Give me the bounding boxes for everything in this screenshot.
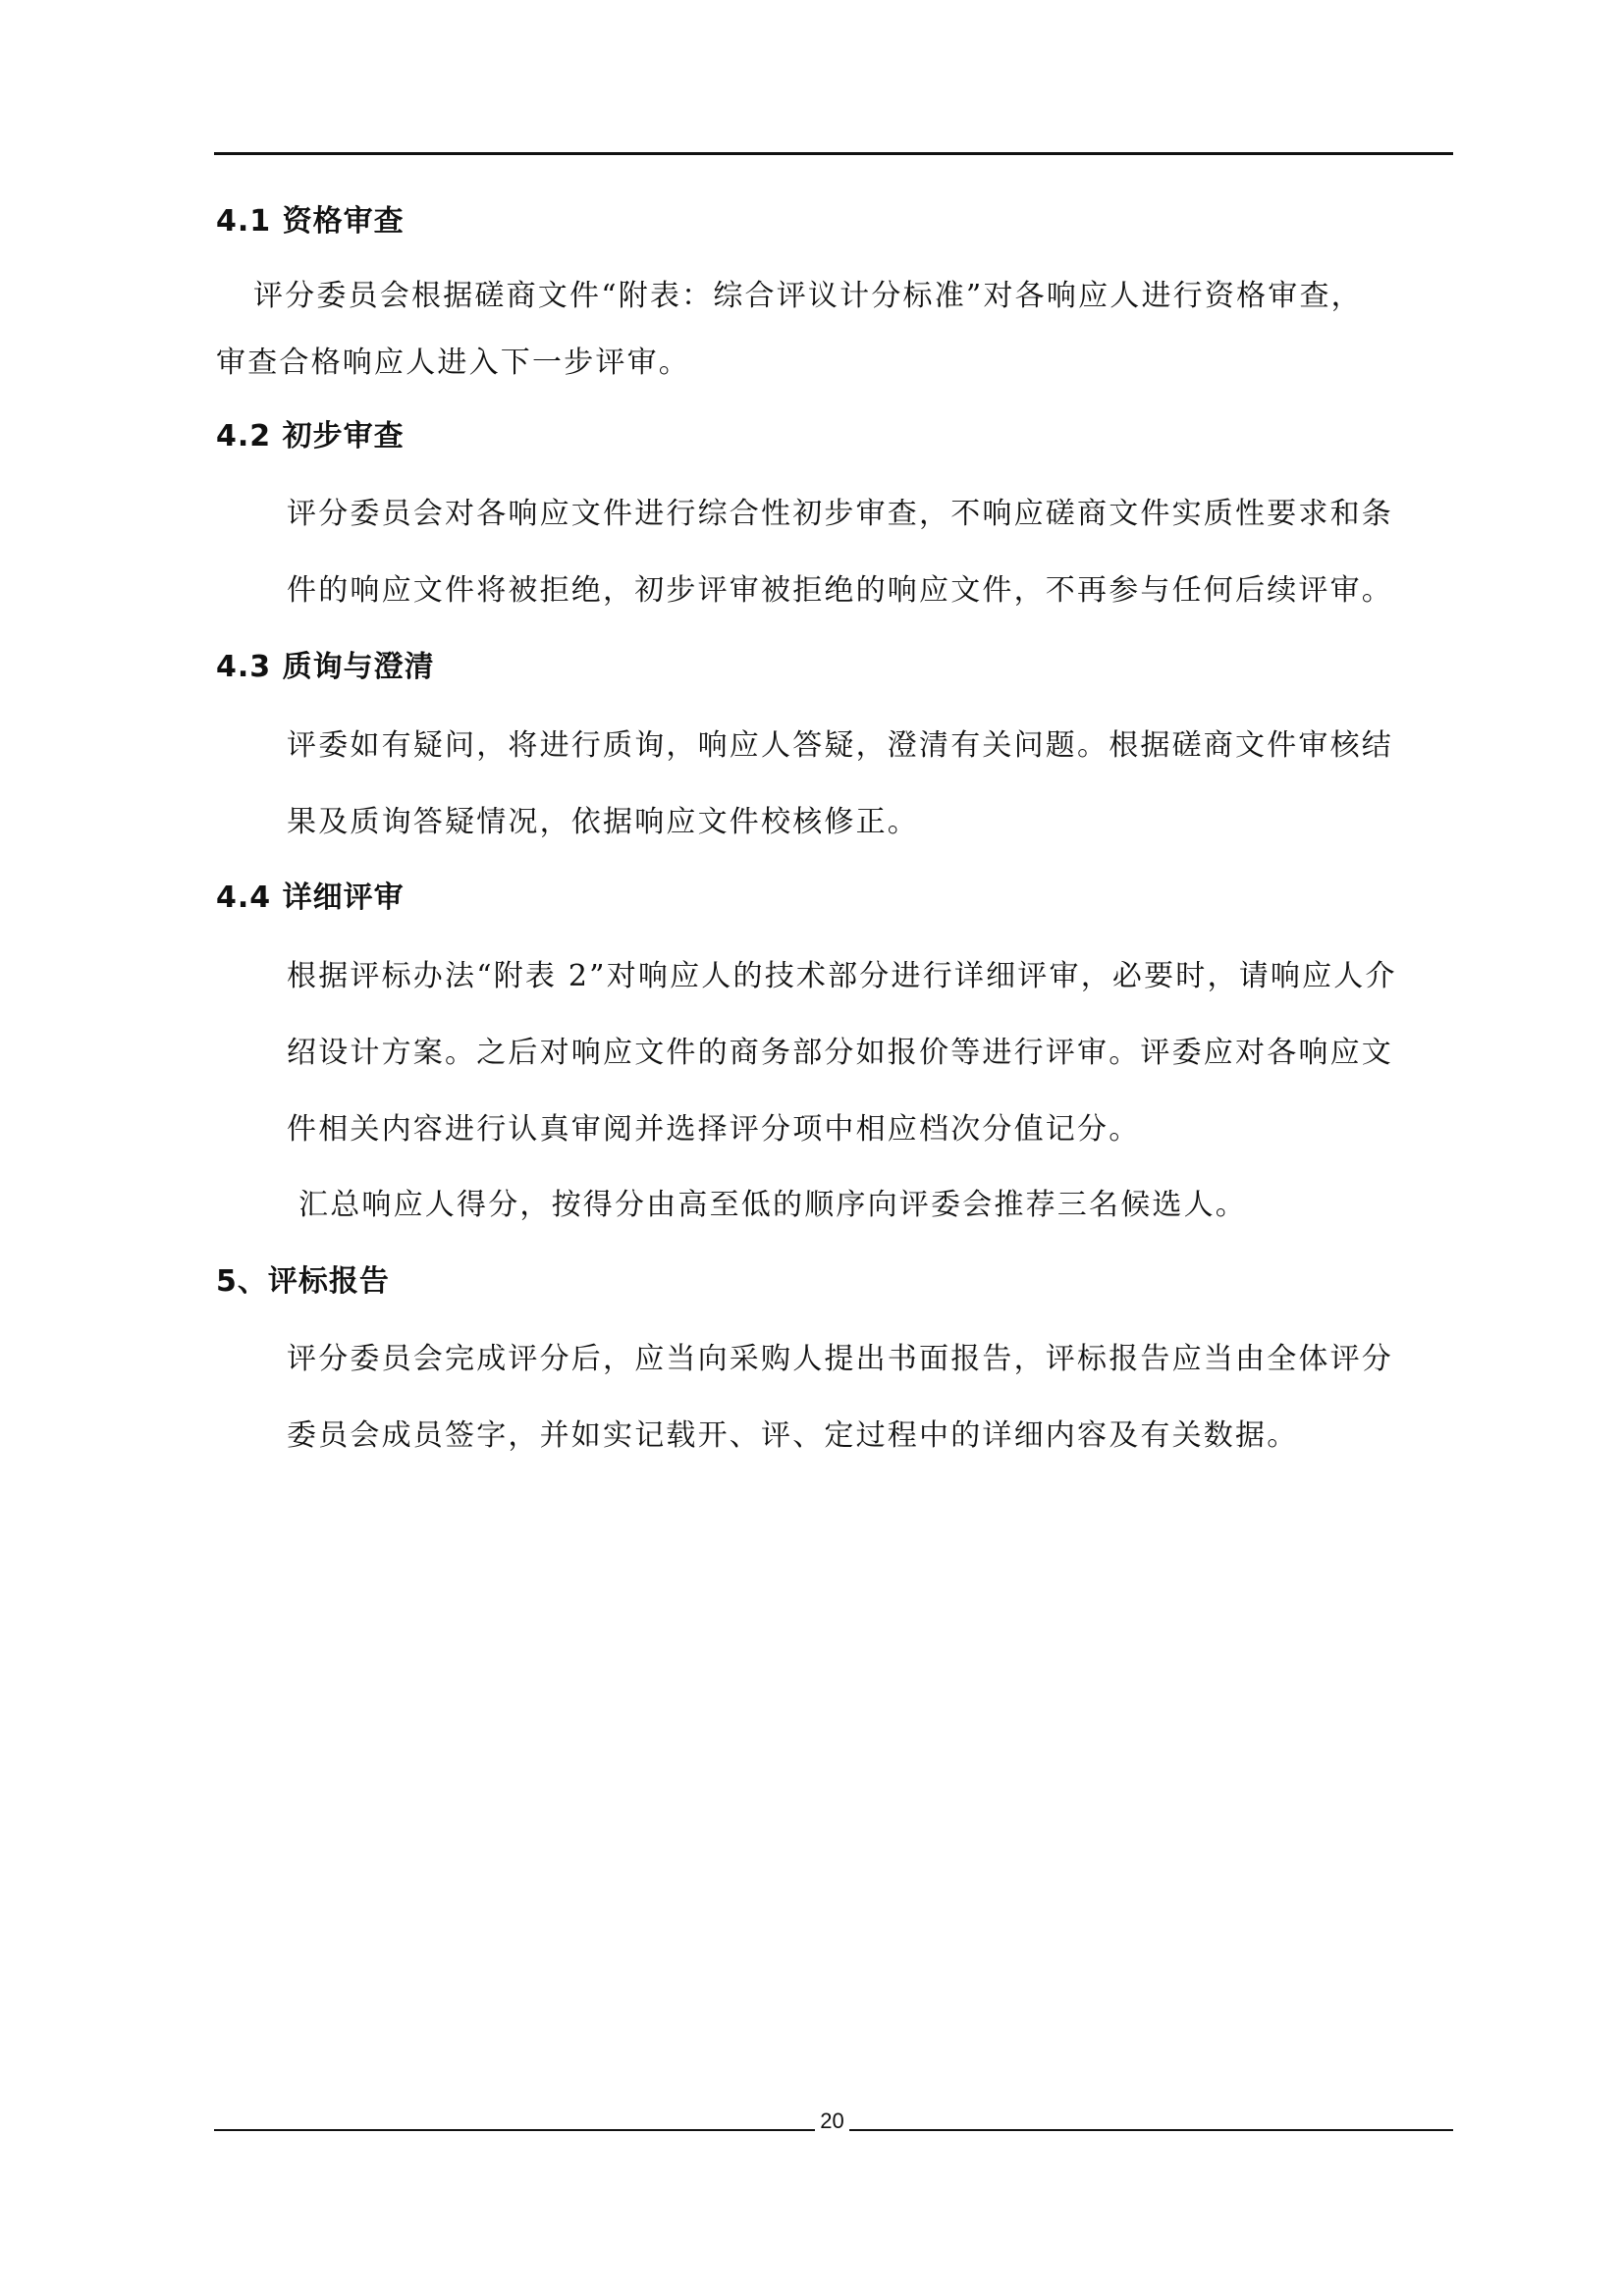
paragraph-line: 评分委员会对各响应文件进行综合性初步审查，不响应磋商文件实质性要求和条 — [287, 497, 1393, 531]
paragraph-line: 审查合格响应人进入下一步评审。 — [216, 346, 690, 380]
header-rule — [214, 152, 1453, 155]
footer-rule-left — [214, 2129, 815, 2131]
section-heading-5: 5、评标报告 — [216, 1264, 390, 1299]
page-number: 20 — [820, 2109, 844, 2133]
paragraph-line: 委员会成员签字，并如实记载开、评、定过程中的详细内容及有关数据。 — [287, 1418, 1299, 1453]
paragraph-line: 绍设计方案。之后对响应文件的商务部分如报价等进行评审。评委应对各响应文 — [287, 1036, 1393, 1070]
paragraph-line: 汇总响应人得分，按得分由高至低的顺序向评委会推荐三名候选人。 — [298, 1188, 1247, 1222]
section-heading-4-1: 4.1 资格审查 — [216, 204, 405, 239]
paragraph-line: 件相关内容进行认真审阅并选择评分项中相应档次分值记分。 — [287, 1112, 1141, 1147]
footer-rule-right — [849, 2129, 1453, 2131]
paragraph-line: 根据评标办法“附表 2”对响应人的技术部分进行详细评审，必要时，请响应人介 — [287, 959, 1397, 993]
section-heading-4-4: 4.4 详细评审 — [216, 881, 405, 915]
section-heading-4-3: 4.3 质询与澄清 — [216, 650, 435, 684]
paragraph-line: 评分委员会根据磋商文件“附表：综合评议计分标准”对各响应人进行资格审查， — [253, 279, 1363, 313]
paragraph-line: 评分委员会完成评分后，应当向采购人提出书面报告，评标报告应当由全体评分 — [287, 1342, 1393, 1376]
page-footer — [214, 2109, 1453, 2138]
paragraph-line: 件的响应文件将被拒绝，初步评审被拒绝的响应文件，不再参与任何后续评审。 — [287, 573, 1393, 608]
section-heading-4-2: 4.2 初步审查 — [216, 419, 405, 454]
paragraph-line: 评委如有疑问，将进行质询，响应人答疑，澄清有关问题。根据磋商文件审核结 — [287, 728, 1393, 763]
paragraph-line: 果及质询答疑情况，依据响应文件校核修正。 — [287, 805, 919, 839]
